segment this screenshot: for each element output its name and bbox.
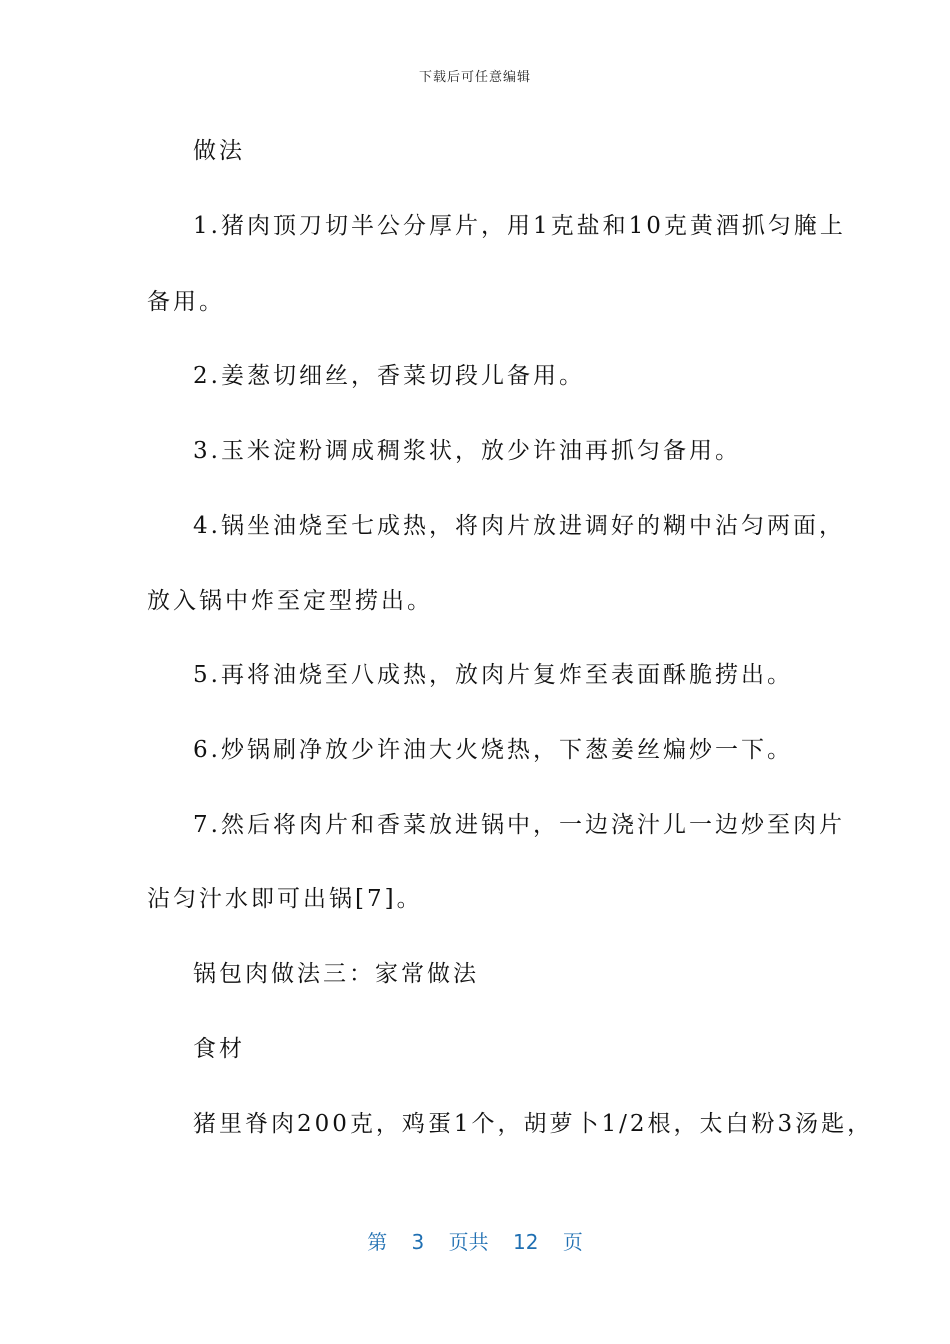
footer-label-ye-gong: 页共	[448, 1230, 489, 1254]
footer-total-pages: 12	[513, 1230, 539, 1254]
step-3: 3.玉米淀粉调成稠浆状，放少许油再抓匀备用。	[193, 438, 741, 464]
footer-label-di: 第	[367, 1230, 388, 1254]
page-number-footer	[0, 1226, 950, 1255]
section-heading-method-three: 锅包肉做法三：家常做法	[193, 961, 479, 987]
section-heading-method: 做法	[193, 138, 245, 164]
step-4-line-2: 放入锅中炸至定型捞出。	[147, 588, 433, 614]
step-7-line-1: 7.然后将肉片和香菜放进锅中，一边浇汁儿一边炒至肉片	[193, 812, 845, 838]
footer-label-ye: 页	[562, 1230, 583, 1254]
step-7-line-2: 沾匀汁水即可出锅[7]。	[147, 886, 423, 912]
step-6: 6.炒锅刷净放少许油大火烧热，下葱姜丝煸炒一下。	[193, 737, 793, 763]
page-header-note: 下载后可任意编辑	[418, 70, 531, 85]
step-4-line-1: 4.锅坐油烧至七成热，将肉片放进调好的糊中沾匀两面，	[193, 513, 845, 539]
step-5: 5.再将油烧至八成热，放肉片复炸至表面酥脆捞出。	[193, 662, 793, 688]
step-1-line-1: 1.猪肉顶刀切半公分厚片，用1克盐和10克黄酒抓匀腌上	[193, 213, 846, 239]
footer-current-page: 3	[411, 1230, 425, 1254]
ingredients-line-1: 猪里脊肉200克，鸡蛋1个，胡萝卜1/2根，太白粉3汤匙，	[193, 1111, 874, 1137]
step-1-line-2: 备用。	[147, 289, 225, 315]
step-2: 2.姜葱切细丝，香菜切段儿备用。	[193, 363, 585, 389]
section-heading-ingredients: 食材	[193, 1036, 245, 1062]
